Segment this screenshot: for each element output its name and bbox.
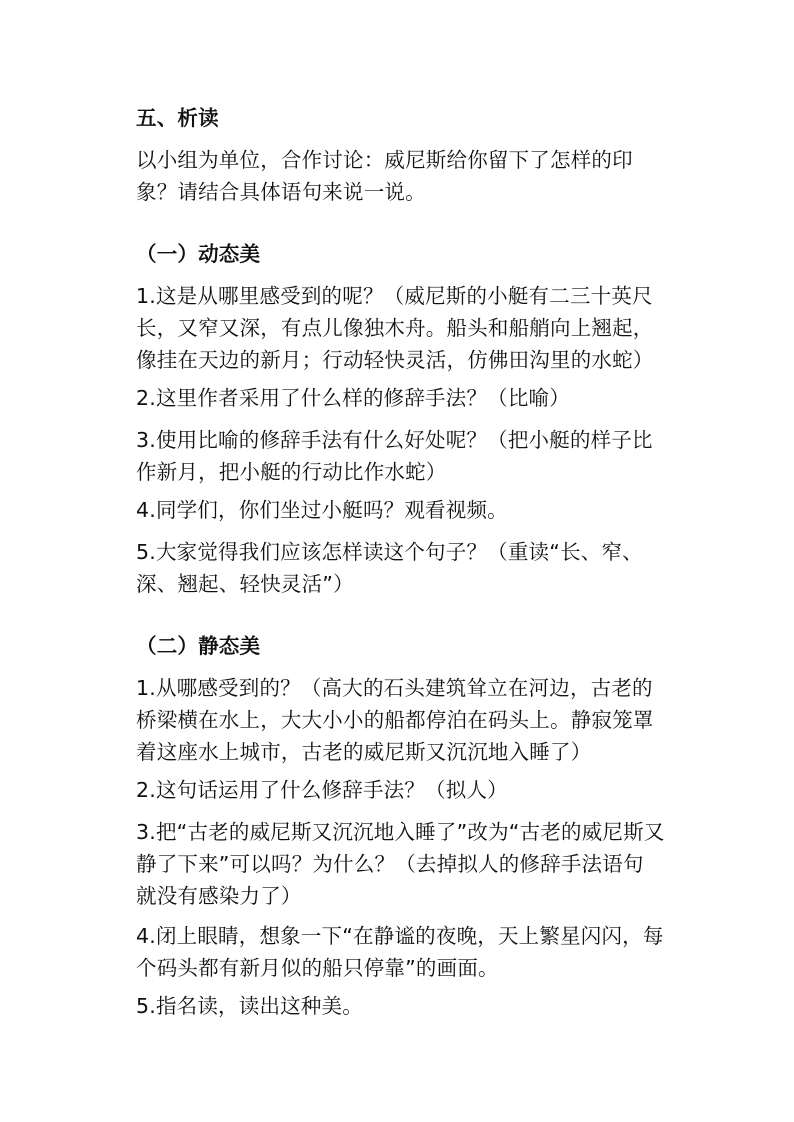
part1-heading: （一）动态美 <box>136 242 261 266</box>
part2-item-2: 2.这句话运用了什么修辞手法？（拟人） <box>136 778 508 802</box>
part1-item-3: 3.使用比喻的修辞手法有什么好处呢？（把小艇的样子比 作新月，把小艇的行动比作水蛇） <box>136 428 653 484</box>
part2-heading: （二）静态美 <box>136 634 261 658</box>
part1-item-2: 2.这里作者采用了什么样的修辞手法？（比喻） <box>136 386 570 410</box>
part1-item-5: 5.大家觉得我们应该怎样读这个句子？（重读“长、窄、 深、翘起、轻快灵活”） <box>136 540 643 596</box>
part2-item-4: 4.闭上眼睛，想象一下“在静谧的夜晚，天上繁星闪闪，每 个码头都有新月似的船只停靠”的画面。 <box>136 924 664 980</box>
section-intro: 以小组为单位，合作讨论：威尼斯给你留下了怎样的印 象？请结合具体语句来说一说。 <box>136 148 633 204</box>
part2-item-1: 1.从哪感受到的？（高大的石头建筑耸立在河边，古老的 桥梁横在水上，大大小小的船都停泊在码头上。静寂笼罩 着这座水上城市，古老的威尼斯又沉沉地入睡了） <box>136 676 654 764</box>
section-heading: 五、析读 <box>136 106 219 130</box>
part2-item-3: 3.把“古老的威尼斯又沉沉地入睡了”改为“古老的威尼斯又 静了下来”可以吗？为什么？（去掉拟人的修辞手法语句 就没有感染力了） <box>136 820 665 908</box>
part1-item-4: 4.同学们，你们坐过小艇吗？观看视频。 <box>136 498 508 522</box>
part1-item-1: 1.这是从哪里感受到的呢？（威尼斯的小艇有二三十英尺 长，又窄又深，有点儿像独木舟。船头和船艄向上翘起， 像挂在天边的新月；行动轻快灵活，仿佛田沟里的水蛇） <box>136 284 654 372</box>
part2-item-5: 5.指名读，读出这种美。 <box>136 994 363 1018</box>
